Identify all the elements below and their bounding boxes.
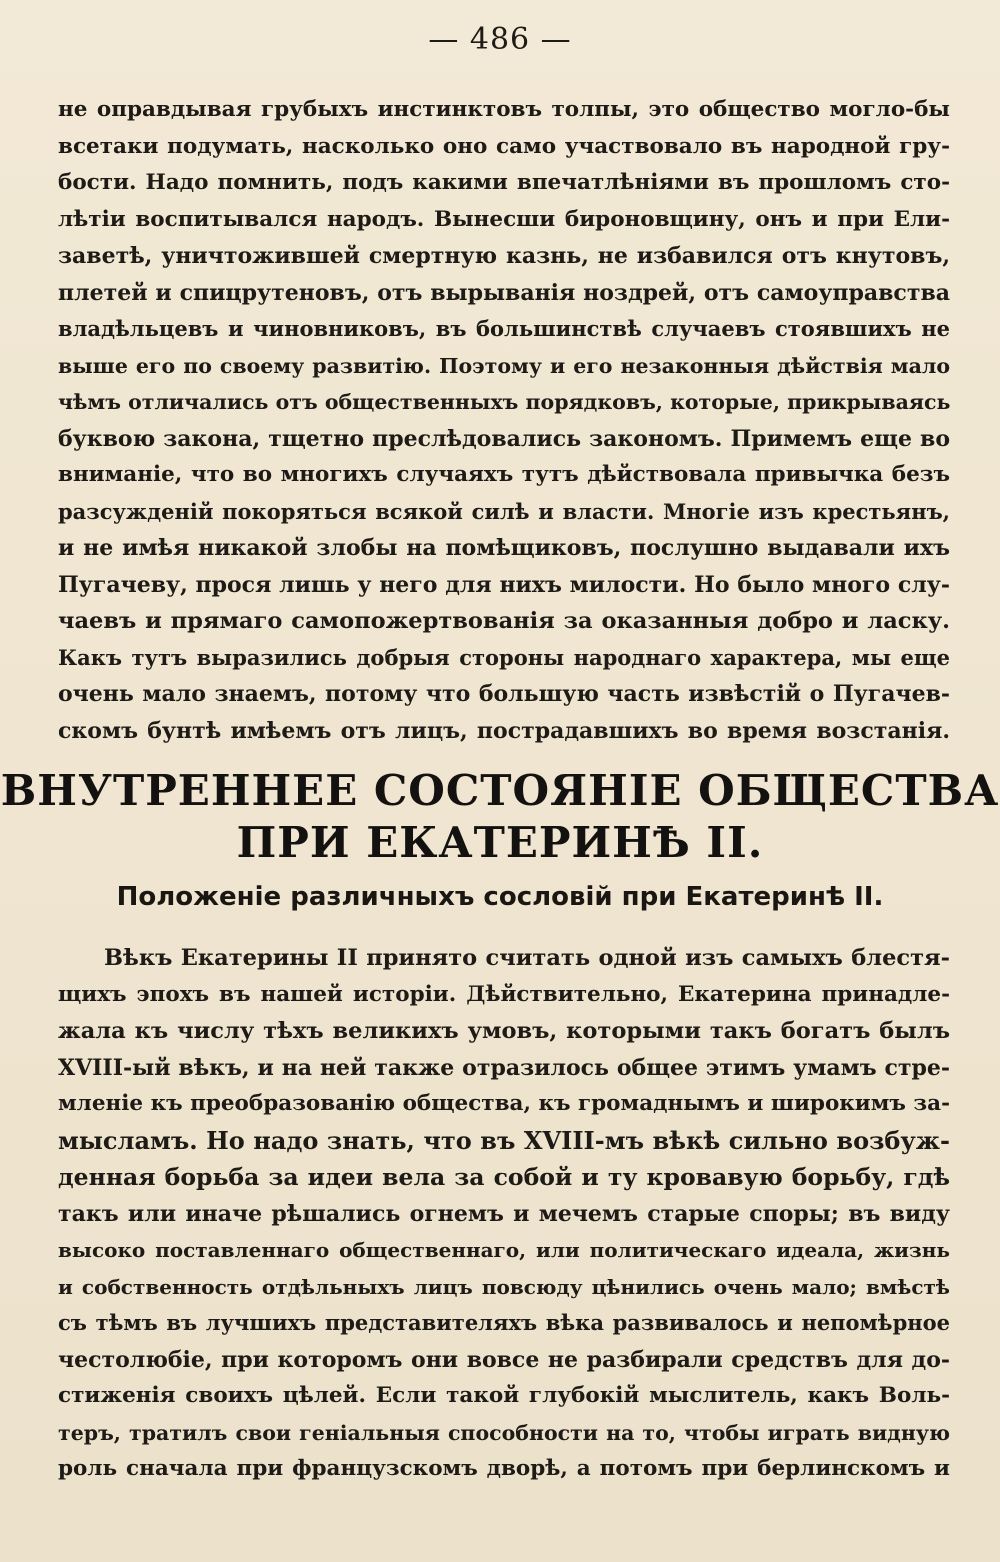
text-line: бости. Надо помнить, подъ какими впечатлѣніями въ прошломъ сто- xyxy=(58,170,950,195)
text-line: теръ, тратилъ свои геніальныя способности на то, чтобы играть видную xyxy=(58,1420,950,1445)
text-line: роль сначала при французскомъ дворѣ, а потомъ при берлинскомъ и xyxy=(58,1456,950,1481)
text-line: владѣльцевъ и чиновниковъ, въ большинствѣ случаевъ стоявшихъ не xyxy=(58,316,950,341)
text-line: мысламъ. Но надо знать, что въ XVIII-мъ вѣкѣ сильно возбуж- xyxy=(58,1125,950,1155)
text-line: буквою закона, тщетно преслѣдовались закономъ. Примемъ еще во xyxy=(58,425,950,452)
paragraph-1 xyxy=(58,92,950,749)
text-line: стиженія своихъ цѣлей. Если такой глубокій мыслитель, какъ Воль- xyxy=(58,1383,950,1408)
text-line: чѣмъ отличались отъ общественныхъ порядковъ, которые, прикрываясь xyxy=(58,390,950,414)
text-line: такъ или иначе рѣшались огнемъ и мечемъ старые споры; въ виду xyxy=(58,1200,950,1227)
text-line: мленіе къ преобразованію общества, къ громаднымъ и широкимъ за- xyxy=(58,1091,950,1116)
text-line: скомъ бунтѣ имѣемъ отъ лицъ, пострадавшихъ во время возстанія. xyxy=(58,717,950,744)
text-line: чаевъ и прямаго самопожертвованія за оказанныя добро и ласку. xyxy=(58,608,950,634)
text-line: вниманіе, что во многихъ случаяхъ тутъ дѣйствовала привычка безъ xyxy=(58,462,950,487)
text-line: и собственность отдѣльныхъ лицъ повсюду цѣнились очень мало; вмѣстѣ xyxy=(58,1274,950,1299)
text-line: и не имѣя никакой злобы на помѣщиковъ, послушно выдавали ихъ xyxy=(58,535,950,561)
text-line: выше его по своему развитію. Поэтому и его незаконныя дѣйствія мало xyxy=(58,353,950,378)
text-line: всетаки подумать, насколько оно само участвовало въ народной гру- xyxy=(58,133,950,159)
text-line: заветѣ, уничтожившей смертную казнь, не избавился отъ кнутовъ, xyxy=(58,243,950,269)
text-line: очень мало знаемъ, потому что большую часть извѣстій о Пугачев- xyxy=(58,681,950,707)
text-line: честолюбіе, при которомъ они вовсе не разбирали средствъ для до- xyxy=(58,1346,950,1373)
text-line: денная борьба за идеи вела за собой и ту кровавую борьбу, гдѣ xyxy=(58,1163,950,1191)
chapter-title: ВНУТРЕННЕЕ СОСТОЯНІЕ ОБЩЕСТВА xyxy=(0,766,1000,815)
paragraph-2 xyxy=(58,940,950,1488)
text-line: разсужденій покоряться всякой силѣ и власти. Многіе изъ крестьянъ, xyxy=(58,498,950,524)
text-line: плетей и спицрутеновъ, отъ вырыванія ноздрей, отъ самоуправства xyxy=(58,279,950,306)
text-line: жала къ числу тѣхъ великихъ умовъ, которыми такъ богатъ былъ xyxy=(58,1018,950,1044)
chapter-title-line-2: ПРИ ЕКАТЕРИНѢ II. xyxy=(236,818,764,867)
text-line: не оправдывая грубыхъ инстинктовъ толпы, это общество могло-бы xyxy=(58,97,950,122)
text-line: лѣтіи воспитывался народъ. Вынесши бироновщину, онъ и при Ели- xyxy=(58,206,950,232)
section-subtitle: Положеніе различныхъ сословій при Екатеринѣ II. xyxy=(116,882,884,912)
text-line: Пугачеву, прося лишь у него для нихъ милости. Но было много слу- xyxy=(58,571,950,598)
text-line: Вѣкъ Екатерины II принято считать одной изъ самыхъ блестя- xyxy=(104,945,950,971)
text-line: Какъ тутъ выразились добрыя стороны народнаго характера, мы еще xyxy=(58,644,950,670)
text-line: XVIII-ый вѣкъ, и на ней также отразилось общее этимъ умамъ стре- xyxy=(58,1054,950,1081)
text-line: высоко поставленнаго общественнаго, или политическаго идеала, жизнь xyxy=(58,1238,950,1262)
text-line: съ тѣмъ въ лучшихъ представителяхъ вѣка развивалось и непомѣрное xyxy=(58,1310,950,1335)
page-number: — 486 — xyxy=(428,22,572,57)
text-line: щихъ эпохъ въ нашей исторіи. Дѣйствительно, Екатерина принадле- xyxy=(58,981,950,1007)
